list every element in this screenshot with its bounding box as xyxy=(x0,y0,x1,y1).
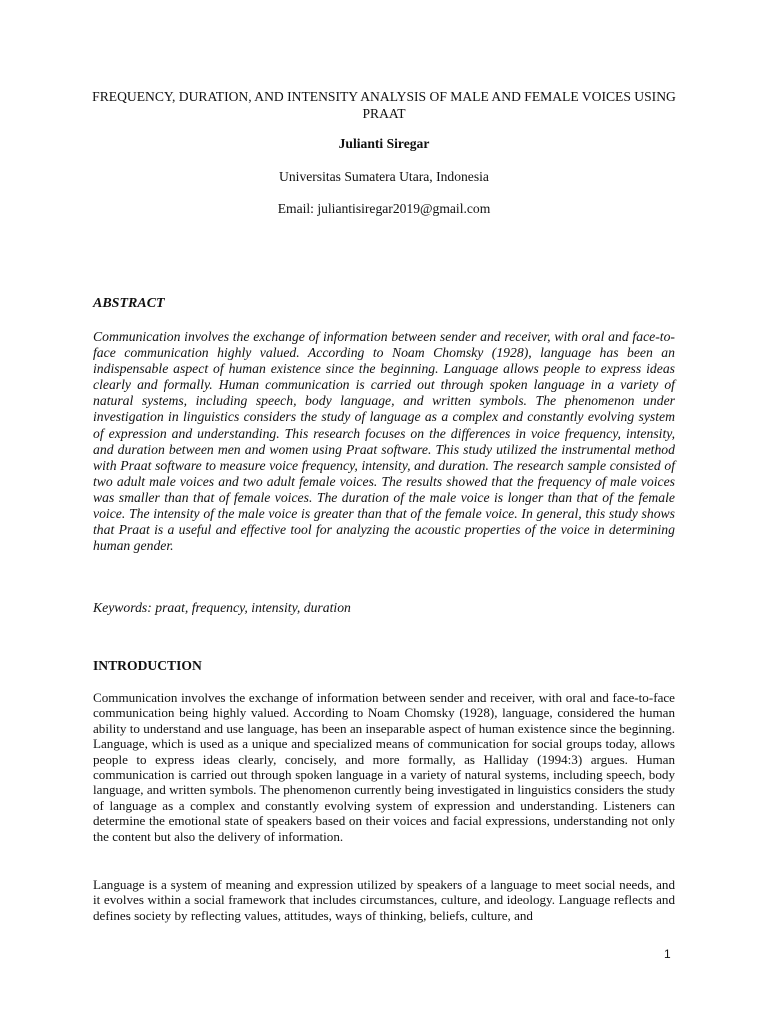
introduction-heading: INTRODUCTION xyxy=(93,658,202,673)
author-name: Julianti Siregar xyxy=(338,136,430,151)
paper-title: FREQUENCY, DURATION, AND INTENSITY ANALYSIS OF MALE AND FEMALE VOICES USING PRAAT xyxy=(92,89,676,121)
abstract-heading: ABSTRACT xyxy=(93,296,165,311)
abstract-text: Communication involves the exchange of information between sender and receiver, with oral and face-to-face communication highly valued. According to Noam Chomsky (1928), language has been an indispensable aspect of human existence since the beginning. Language allows people to express ideas clearly and formally. Human communication is carried out through spoken language in a variety of natural systems, including speech, body language, and written symbols. The phenomenon under investigation in linguistics considers the study of language as a complex and constantly evolving system of expression and understanding. This research focuses on the differences in voice frequency, intensity, and duration between men and women using Praat software. This study utilized the instrumental method with Praat software to measure voice frequency, intensity, and duration. The research sample consisted of two adult male voices and two adult female voices. The results showed that the frequency of male voices was smaller than that of female voices. The duration of the male voice is longer than that of the female voice. The intensity of the male voice is greater than that of the female voice. In general, this study shows that Praat is a useful and effective tool for analyzing the acoustic properties of the voice in determining human gender. xyxy=(93,329,675,554)
introduction-paragraph-2: Language is a system of meaning and expression utilized by speakers of a language to meet social needs, and it evolves within a social framework that includes circumstances, culture, and ideology. Language reflects and defines society by reflecting values, attitudes, ways of thinking, beliefs, culture, and xyxy=(93,877,675,923)
author-affiliation: Universitas Sumatera Utara, Indonesia xyxy=(279,169,489,184)
page-number: 1 xyxy=(664,947,671,961)
keywords: Keywords: praat, frequency, intensity, duration xyxy=(93,600,351,615)
introduction-paragraph-1: Communication involves the exchange of information between sender and receiver, with oral and face-to-face communication being highly valued. According to Noam Chomsky (1928), language, considered the human ability to understand and use language, has been an inseparable aspect of human existence since the beginning. Language, which is used as a unique and specialized means of communication for social groups today, allows people to express ideas clearly, concisely, and more formally, as Halliday (1994:3) argues. Human communication is carried out through spoken language in a variety of natural systems, including speech, body language, and written symbols. The phenomenon currently being investigated in linguistics considers the study of language as a complex and constantly evolving system of expression and understanding. Listeners can determine the emotional state of speakers based on their voices and facial expressions, understanding not only the content but also the delivery of information. xyxy=(93,690,675,844)
author-email: Email: juliantisiregar2019@gmail.com xyxy=(277,201,491,216)
